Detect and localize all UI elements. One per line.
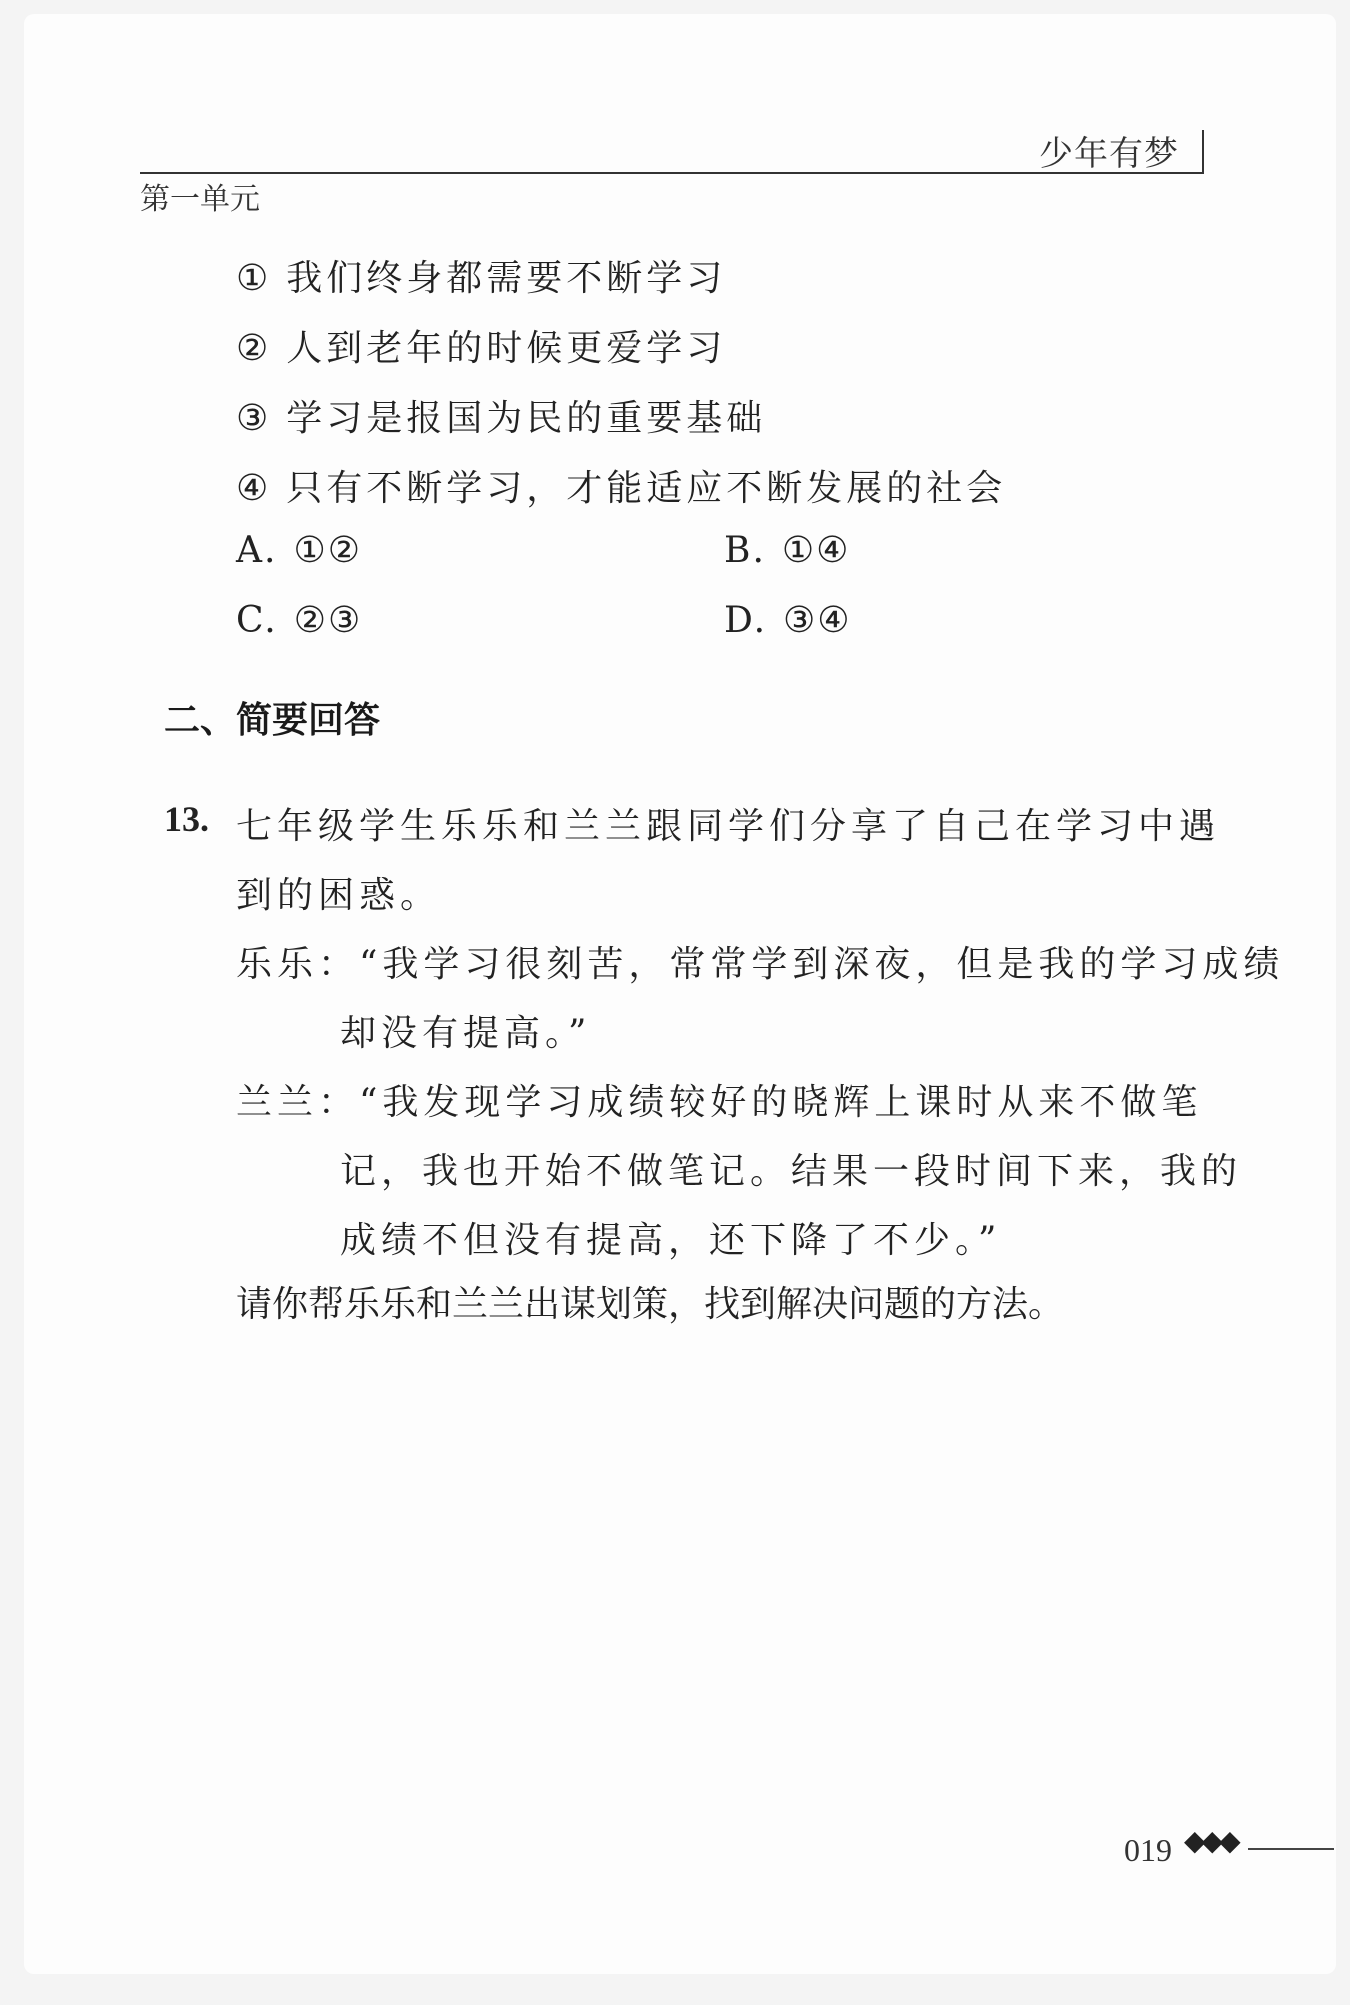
- dialogue-line-lele-cont: 却没有提高。”: [340, 1013, 592, 1054]
- option-c: [236, 600, 362, 641]
- footer-rule: [1248, 1848, 1334, 1850]
- statement-text: 我们终身都需要不断学习: [286, 258, 727, 299]
- textbook-page: [24, 14, 1336, 1974]
- statement-text: 只有不断学习，才能适应不断发展的社会: [286, 468, 1007, 509]
- option-value: ③④: [783, 600, 852, 641]
- statement-item: [236, 460, 1006, 511]
- option-letter: A.: [236, 530, 278, 571]
- option-d: [724, 600, 852, 641]
- statement-number: ②: [236, 328, 273, 369]
- statement-number: ①: [236, 258, 273, 299]
- question-line: 七年级学生乐乐和兰兰跟同学们分享了自己在学习中遇: [236, 806, 1221, 847]
- section-title: 二、简要回答: [164, 700, 381, 741]
- header-title: 少年有梦: [1039, 134, 1179, 174]
- header-rule: [140, 172, 1204, 174]
- option-letter: C.: [236, 600, 278, 641]
- option-letter: D.: [724, 600, 768, 641]
- statement-number: ③: [236, 398, 273, 439]
- unit-label: 第一单元: [140, 182, 260, 217]
- dialogue-line-lanlan-cont: 成绩不但没有提高，还下降了不少。”: [340, 1220, 1002, 1261]
- option-value: ①②: [293, 530, 362, 571]
- option-value: ②③: [293, 600, 363, 641]
- statement-text: 学习是报国为民的重要基础: [286, 398, 767, 439]
- statement-item: [236, 250, 726, 301]
- statement-item: [236, 320, 726, 371]
- question-instruction: 请你帮乐乐和兰兰出谋划策，找到解决问题的方法。: [236, 1284, 1065, 1325]
- question-line: 到的困惑。: [236, 875, 442, 916]
- header-divider-tick: [1202, 130, 1204, 174]
- statement-number: ④: [236, 468, 273, 509]
- diamond-ornament-icon: ◆◆◆: [1184, 1824, 1237, 1857]
- dialogue-line-lanlan-cont: 记，我也开始不做笔记。结果一段时间下来，我的: [340, 1151, 1243, 1192]
- option-letter: B.: [724, 530, 766, 571]
- option-b: [724, 530, 850, 571]
- option-value: ①④: [781, 530, 851, 571]
- dialogue-line-lanlan: 兰兰：“我发现学习成绩较好的晓辉上课时从来不做笔: [236, 1082, 1203, 1123]
- dialogue-line-lele: 乐乐：“我学习很刻苦，常常学到深夜，但是我的学习成绩: [236, 944, 1285, 985]
- question-number: 13.: [164, 799, 209, 839]
- statement-item: [236, 390, 766, 441]
- statement-text: 人到老年的时候更爱学习: [286, 328, 727, 369]
- option-a: [236, 530, 362, 571]
- page-number: 019: [1124, 1832, 1172, 1868]
